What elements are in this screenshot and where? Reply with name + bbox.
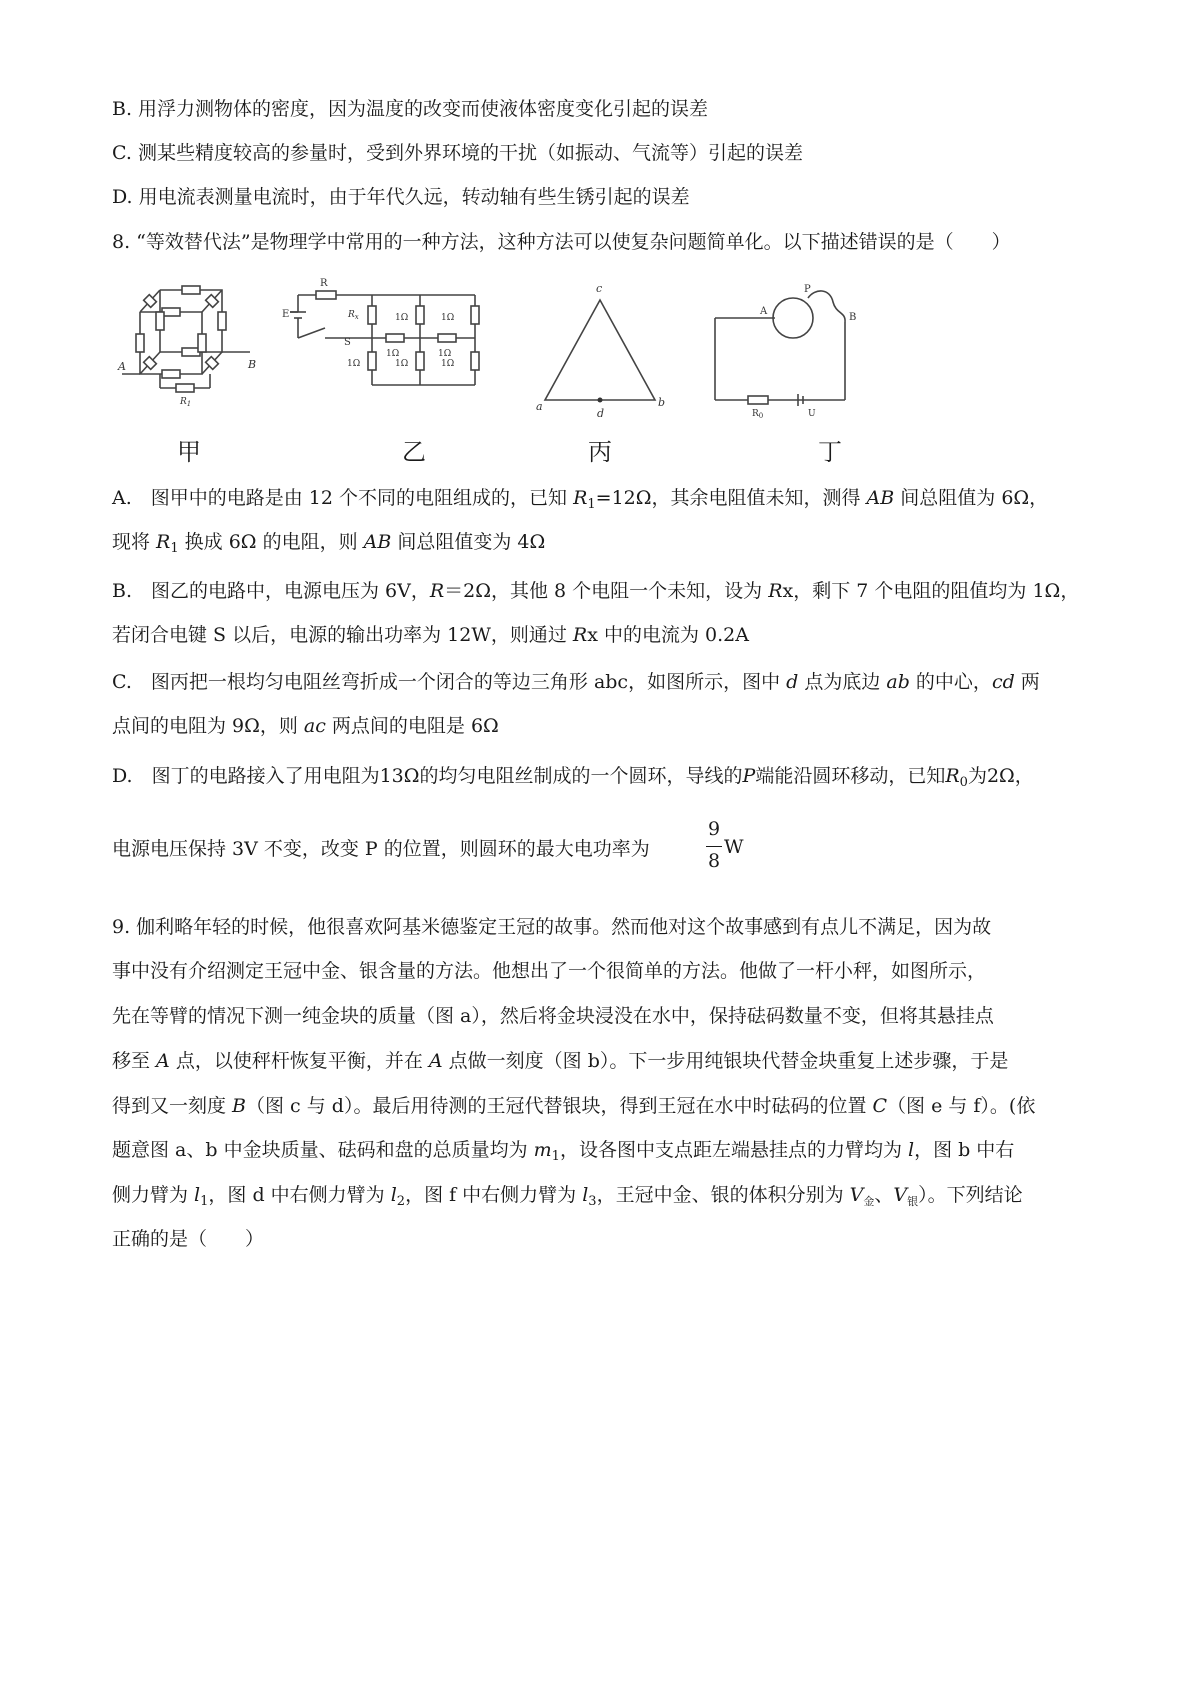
- q8-option-a-line1: A. 图甲中的电路是由 12 个不同的电阻组成的，已知 $R_1=12\Omega$，其余电阻值未知，测得 AB 间总阻值为 6Ω，: [112, 487, 1049, 512]
- figure-yi-ohm-label: 1Ω: [395, 359, 409, 369]
- figure-ding-u: U: [808, 409, 816, 419]
- fraction-numerator: 9: [707, 818, 721, 840]
- fraction-bar: [706, 846, 722, 847]
- figure-yi-circuit: [290, 291, 479, 385]
- q9-line2: 事中没有介绍测定王冠中金、银含量的方法。他想出了一个很简单的方法。他做了一杆小秤，如图所示，: [112, 960, 987, 982]
- figure-yi-e: E: [282, 309, 290, 320]
- q8-stem: 8. “等效替代法”是物理学中常用的一种方法，这种方法可以使复杂问题简单化。以下描述错误的是（ ）: [112, 231, 1011, 253]
- q9-line4: 移至 A 点，以使秤杆恢复平衡，并在 A 点做一刻度（图 b）。下一步用纯银块代替金块重复上述步骤，于是: [112, 1050, 1009, 1072]
- q9-line6: 题意图 a、b 中金块质量、砝码和盘的总质量均为 $m_1$，设各图中支点距左端悬挂点的力臂均为 l，图 b 中右: [112, 1139, 1015, 1164]
- figure-jia-point-a: A: [118, 360, 126, 373]
- figure-yi-ohm-label: 1Ω: [347, 359, 361, 369]
- figure-ding-p: P: [804, 284, 811, 295]
- figure-bing-a: a: [536, 400, 543, 413]
- figure-yi-rx: $R_x$: [348, 310, 359, 321]
- q8-option-a-line2: 现将 $R_1$ 换成 6Ω 的电阻，则 AB 间总阻值变为 4Ω: [112, 531, 546, 556]
- figure-ding-a: A: [760, 306, 768, 317]
- figure-jia-label: 甲: [177, 438, 201, 466]
- q9-line3: 先在等臂的情况下测一纯金块的质量（图 a），然后将金块浸没在水中，保持砝码数量不变，但将其悬挂点: [112, 1005, 994, 1027]
- figure-yi-ohm-label: 1Ω: [386, 349, 400, 359]
- figure-bing-triangle: [545, 300, 655, 400]
- q8-option-b-line1: B. 图乙的电路中，电源电压为 6V，R＝2Ω，其他 8 个电阻一个未知，设为 Rx，剩下 7 个电阻的阻值均为 1Ω，: [112, 580, 1080, 602]
- figure-yi-ohm-label: 1Ω: [395, 313, 409, 323]
- q7-option-d: D. 用电流表测量电流时，由于年代久远，转动轴有些生锈引起的误差: [112, 186, 690, 208]
- q9-line7: 侧力臂为 $l_1$，图 d 中右侧力臂为 $l_2$，图 f 中右侧力臂为 $l_3$，王冠中金、银的体积分别为 $V_金$、$V_银$）。下列结论: [112, 1184, 1023, 1209]
- figure-bing-c: c: [596, 282, 603, 295]
- figure-jia-r1: $R_1$: [180, 397, 192, 408]
- figure-ding-label: 丁: [818, 438, 842, 466]
- figure-bing-b: b: [658, 396, 666, 409]
- q9-line8: 正确的是（ ）: [112, 1228, 265, 1250]
- q8-option-b-line2: 若闭合电键 S 以后，电源的输出功率为 12W，则通过 Rx 中的电流为 0.2A: [112, 624, 749, 646]
- q7-option-b: B. 用浮力测物体的密度，因为温度的改变而使液体密度变化引起的误差: [112, 98, 709, 120]
- figure-jia-circuit: [122, 286, 250, 392]
- figure-yi-ohm-label: 1Ω: [441, 359, 455, 369]
- figure-bing-point-d-dot: [598, 398, 603, 403]
- q8-option-d-line1: D. 图丁的电路接入了用电阻为13Ω的均匀电阻丝制成的一个圆环，导线的P端能沿圆环移动，已知$R_0$为2Ω，: [112, 765, 1034, 790]
- fraction-denominator: 8: [707, 850, 721, 872]
- q7-option-c: C. 测某些精度较高的参量时，受到外界环境的干扰（如振动、气流等）引起的误差: [112, 142, 803, 164]
- q8-option-c-line1: C. 图丙把一根均匀电阻丝弯折成一个闭合的等边三角形 abc，如图所示，图中 d 点为底边 ab 的中心，cd 两: [112, 671, 1040, 693]
- q9-line1: 9. 伽利略年轻的时候，他很喜欢阿基米德鉴定王冠的故事。然而他对这个故事感到有点儿不满足，因为故: [112, 916, 992, 938]
- figure-ding-circuit: [715, 291, 845, 406]
- figure-bing-d: d: [597, 407, 605, 420]
- q8-option-c-line2: 点间的电阻为 9Ω，则 ac 两点间的电阻是 6Ω: [112, 715, 499, 737]
- q8-figures: [0, 270, 1200, 440]
- figure-ding-b: B: [849, 312, 857, 323]
- power-unit: W: [724, 836, 744, 858]
- figure-yi-s: S: [344, 337, 351, 348]
- figure-yi-label: 乙: [402, 438, 426, 466]
- figure-jia-point-b: B: [248, 358, 257, 371]
- figure-bing-label: 丙: [588, 438, 612, 466]
- figure-yi-ohm-label: 1Ω: [441, 313, 455, 323]
- figure-yi-ohm-label: 1Ω: [438, 349, 452, 359]
- figure-yi-r: R: [320, 278, 328, 289]
- figure-ding-r0: $R_0$: [752, 409, 764, 420]
- q9-line5: 得到又一刻度 B（图 c 与 d）。最后用待测的王冠代替银块，得到王冠在水中时砝码的位置 C（图 e 与 f）。(依: [112, 1095, 1036, 1117]
- q8-option-d-line2: 电源电压保持 3V 不变，改变 P 的位置，则圆环的最大电功率为: [112, 838, 650, 860]
